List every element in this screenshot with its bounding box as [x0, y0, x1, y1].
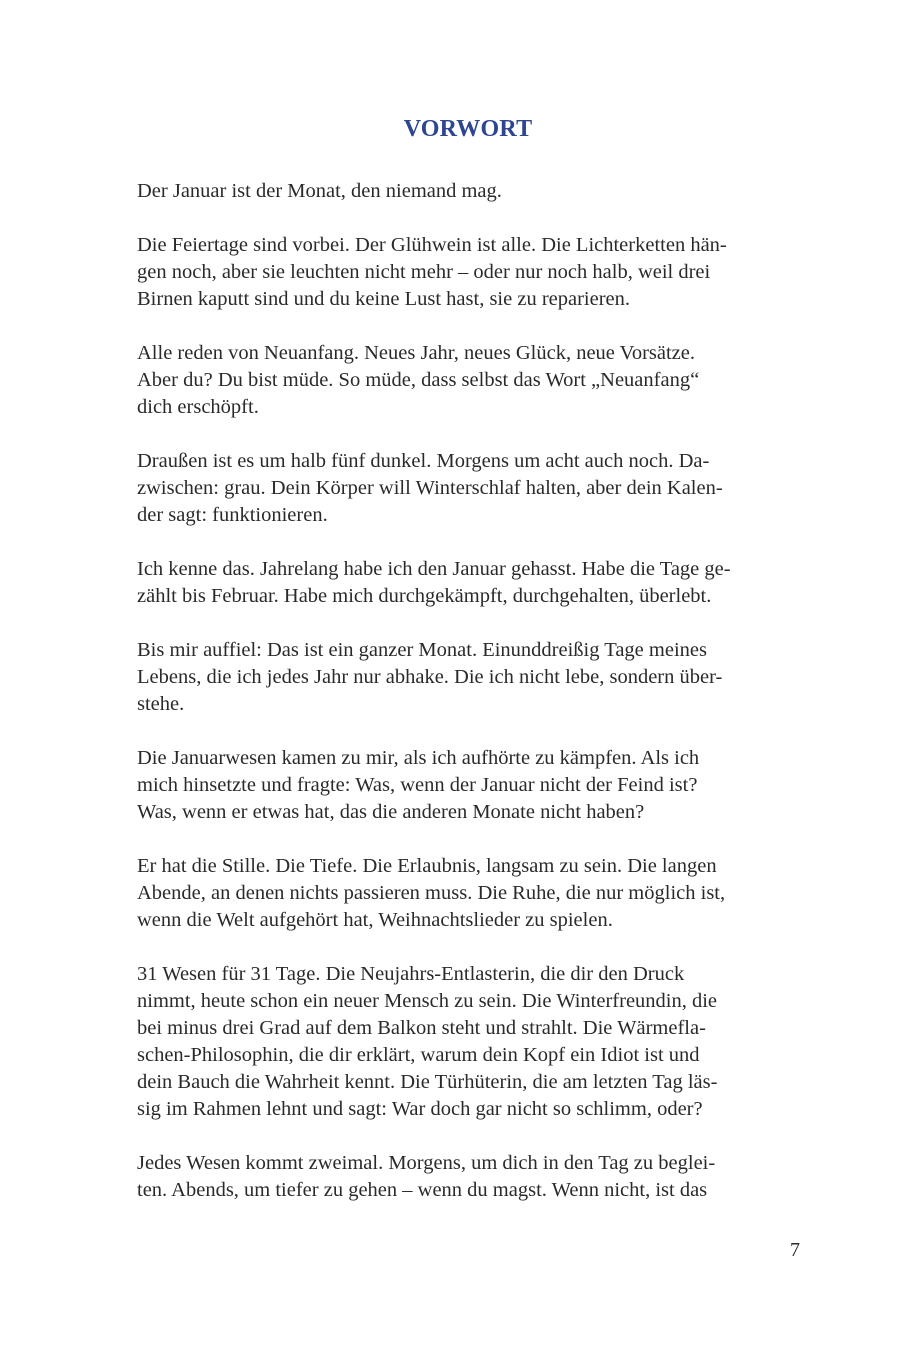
paragraph [137, 853, 797, 934]
text-line: wenn die Welt aufgehört hat, Weihnachtslieder zu spielen. [137, 909, 613, 931]
text-line: Die Januarwesen kamen zu mir, als ich aufhörte zu kämpfen. Als ich [137, 747, 700, 769]
text-line: Aber du? Du bist müde. So müde, dass selbst das Wort „Neuanfang“ [137, 369, 700, 391]
text-line: Alle reden von Neuanfang. Neues Jahr, neues Glück, neue Vorsätze. [137, 342, 695, 364]
paragraph [137, 1150, 797, 1204]
page-number: 7 [790, 1239, 800, 1261]
text-line: zählt bis Februar. Habe mich durchgekämpft, durchgehalten, überlebt. [137, 585, 712, 607]
paragraph [137, 745, 797, 826]
paragraph-spacer [137, 529, 797, 556]
text-line: stehe. [137, 693, 185, 715]
paragraph-spacer [137, 421, 797, 448]
text-line: Jedes Wesen kommt zweimal. Morgens, um dich in den Tag zu beglei- [137, 1152, 716, 1174]
text-line: Die Feiertage sind vorbei. Der Glühwein ist alle. Die Lichterketten hän- [137, 234, 727, 256]
text-line: Was, wenn er etwas hat, das die anderen Monate nicht haben? [137, 801, 645, 823]
paragraph-spacer [137, 205, 797, 232]
paragraph-spacer [137, 826, 797, 853]
text-line: bei minus drei Grad auf dem Balkon steht und strahlt. Die Wärmefla- [137, 1017, 706, 1039]
text-line: zwischen: grau. Dein Körper will Winterschlaf halten, aber dein Kalen- [137, 477, 723, 499]
paragraph [137, 637, 797, 718]
text-line: Abende, an denen nichts passieren muss. Die Ruhe, die nur möglich ist, [137, 882, 726, 904]
paragraph-spacer [137, 934, 797, 961]
text-line: Ich kenne das. Jahrelang habe ich den Januar gehasst. Habe die Tage ge- [137, 558, 731, 580]
text-line: 31 Wesen für 31 Tage. Die Neujahrs-Entlasterin, die dir den Druck [137, 963, 685, 985]
text-line: ten. Abends, um tiefer zu gehen – wenn du magst. Wenn nicht, ist das [137, 1179, 708, 1201]
paragraph-spacer [137, 610, 797, 637]
text-line: mich hinsetzte und fragte: Was, wenn der Januar nicht der Feind ist? [137, 774, 698, 796]
paragraph [137, 232, 797, 313]
paragraph [137, 178, 797, 205]
paragraph-spacer [137, 313, 797, 340]
text-line: Draußen ist es um halb fünf dunkel. Morgens um acht auch noch. Da- [137, 450, 710, 472]
paragraph-spacer [137, 718, 797, 745]
paragraph [137, 556, 797, 610]
text-line: dich erschöpft. [137, 396, 259, 418]
text-line: Er hat die Stille. Die Tiefe. Die Erlaubnis, langsam zu sein. Die langen [137, 855, 717, 877]
text-line: Der Januar ist der Monat, den niemand mag. [137, 180, 502, 202]
text-line: Birnen kaputt sind und du keine Lust hast, sie zu reparieren. [137, 288, 631, 310]
text-line: Bis mir auffiel: Das ist ein ganzer Monat. Einunddreißig Tage meines [137, 639, 707, 661]
paragraph [137, 961, 797, 1123]
paragraph-spacer [137, 1123, 797, 1150]
text-line: nimmt, heute schon ein neuer Mensch zu sein. Die Winterfreundin, die [137, 990, 718, 1012]
text-line: dein Bauch die Wahrheit kennt. Die Türhüterin, die am letzten Tag läs- [137, 1071, 718, 1093]
body-text [137, 178, 797, 1204]
text-line: gen noch, aber sie leuchten nicht mehr – oder nur noch halb, weil drei [137, 261, 711, 283]
text-line: schen-Philosophin, die dir erklärt, warum dein Kopf ein Idiot ist und [137, 1044, 700, 1066]
text-line: der sagt: funktionieren. [137, 504, 328, 526]
paragraph [137, 448, 797, 529]
text-line: sig im Rahmen lehnt und sagt: War doch gar nicht so schlimm, oder? [137, 1098, 703, 1120]
paragraph [137, 340, 797, 421]
text-line: Lebens, die ich jedes Jahr nur abhake. Die ich nicht lebe, sondern über- [137, 666, 723, 688]
chapter-heading: VORWORT [403, 116, 533, 142]
